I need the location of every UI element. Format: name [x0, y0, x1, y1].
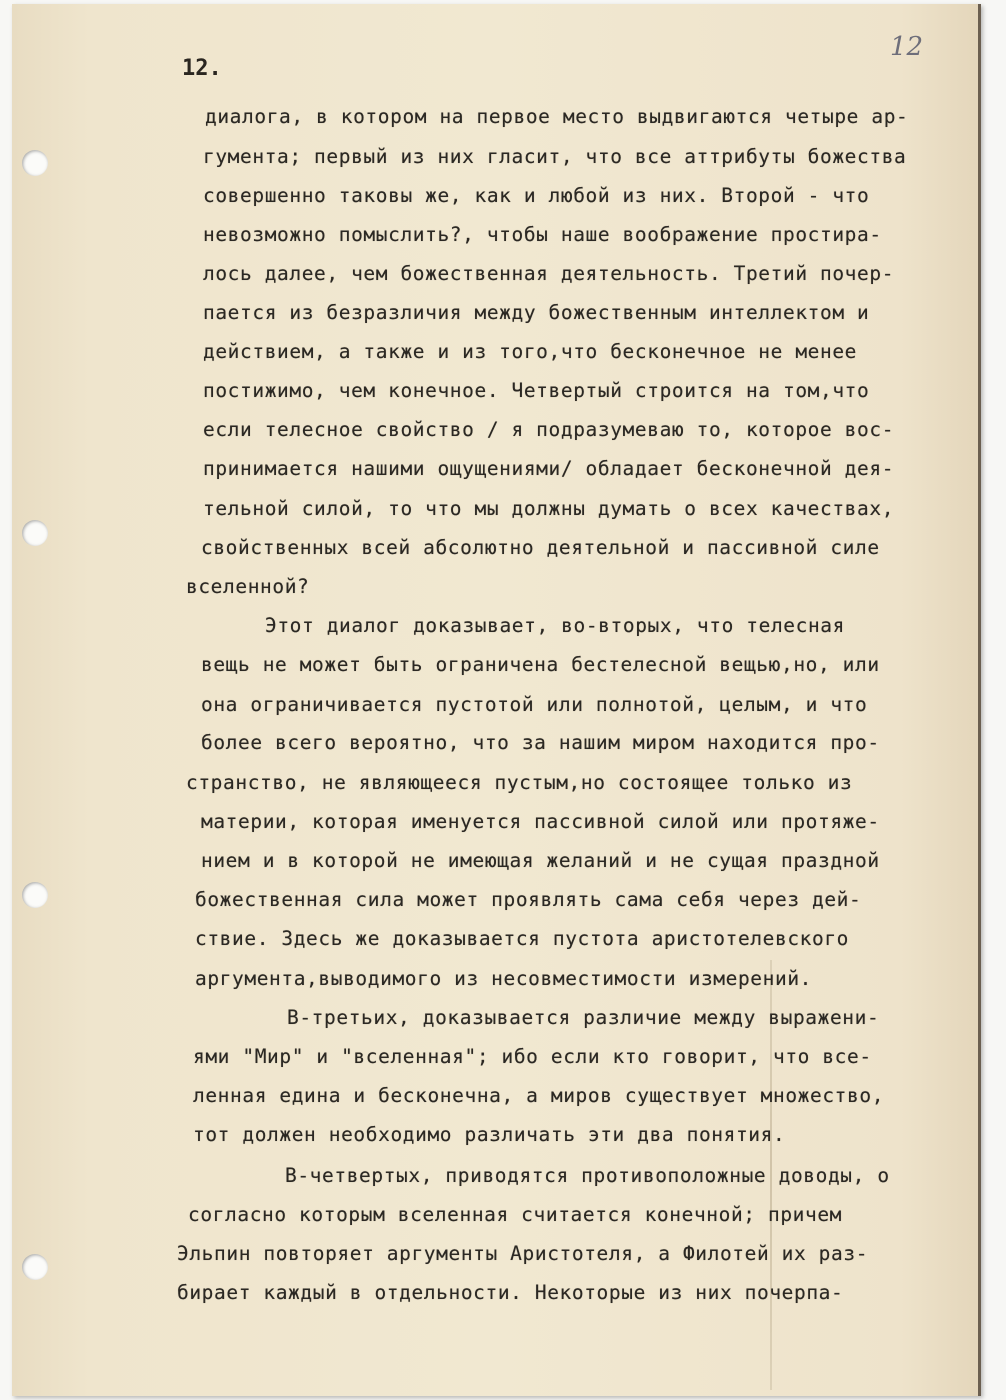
text-line: постижимо, чем конечное. Четвертый строится на том,что — [203, 379, 870, 402]
text-line: если телесное свойство / я подразумеваю то, которое вос- — [203, 418, 895, 441]
text-line: свойственных всей абсолютно деятельной и пассивной силе — [201, 536, 880, 559]
handwritten-page-number: 12 — [890, 32, 924, 62]
text-line: пается из безразличия между божественным интеллектом и — [203, 301, 870, 324]
text-line: вещь не может быть ограничена бестелесной вещью,но, или — [201, 653, 880, 676]
punch-hole — [22, 882, 48, 908]
text-line: В-четвертых, приводятся противоположные доводы, о — [285, 1164, 890, 1187]
punch-hole — [22, 520, 48, 546]
text-line: совершенно таковы же, как и любой из них. Второй - что — [203, 184, 870, 207]
text-line: В-третьих, доказывается различие между выражени- — [287, 1006, 880, 1029]
punch-hole — [22, 1254, 48, 1280]
text-line: странство, не являющееся пустым,но состоящее только из — [186, 771, 853, 794]
text-line: Эльпин повторяет аргументы Аристотеля, а Филотей их раз- — [177, 1242, 869, 1265]
text-line: аргумента,выводимого из несовместимости измерений. — [195, 967, 812, 990]
text-line: ями "Мир" и "вселенная"; ибо если кто говорит, что все- — [193, 1045, 872, 1068]
text-line: вселенной? — [186, 575, 310, 598]
text-line: тельной силой, то что мы должны думать о всех качествах, — [203, 497, 895, 520]
text-line: Этот диалог доказывает, во-вторых, что телесная — [265, 614, 845, 637]
text-line: нием и в которой не имеющая желаний и не сущая праздной — [201, 849, 880, 872]
text-line: материи, которая именуется пассивной силой или протяже- — [201, 810, 880, 833]
text-line: согласно которым вселенная считается конечной; причем — [188, 1203, 843, 1226]
text-line: более всего вероятно, что за нашим миром находится про- — [201, 731, 880, 754]
text-line: принимается нашими ощущениями/ обладает бесконечной дея- — [203, 457, 895, 480]
text-line: ленная едина и бесконечна, а миров существует множество, — [193, 1084, 885, 1107]
typed-page-number: 12. — [182, 56, 222, 81]
text-line: лось далее, чем божественная деятельность. Третий почер- — [203, 262, 895, 285]
text-line: ствие. Здесь же доказывается пустота аристотелевского — [195, 927, 850, 950]
punch-hole — [22, 150, 48, 176]
text-line: диалога, в котором на первое место выдвигаются четыре ар- — [205, 105, 909, 128]
text-line: гумента; первый из них гласит, что все аттрибуты божества — [203, 145, 907, 168]
text-line: она ограничивается пустотой или полнотой, целым, и что — [201, 693, 868, 716]
text-line: невозможно помыслить?, чтобы наше воображение простира- — [203, 223, 882, 246]
text-line: тот должен необходимо различать эти два понятия. — [193, 1123, 786, 1146]
text-line: действием, а также и из того,что бесконечное не менее — [203, 340, 858, 363]
text-line: божественная сила может проявлять сама себя через дей- — [195, 888, 862, 911]
text-line: бирает каждый в отдельности. Некоторые из них почерпа- — [177, 1281, 844, 1304]
